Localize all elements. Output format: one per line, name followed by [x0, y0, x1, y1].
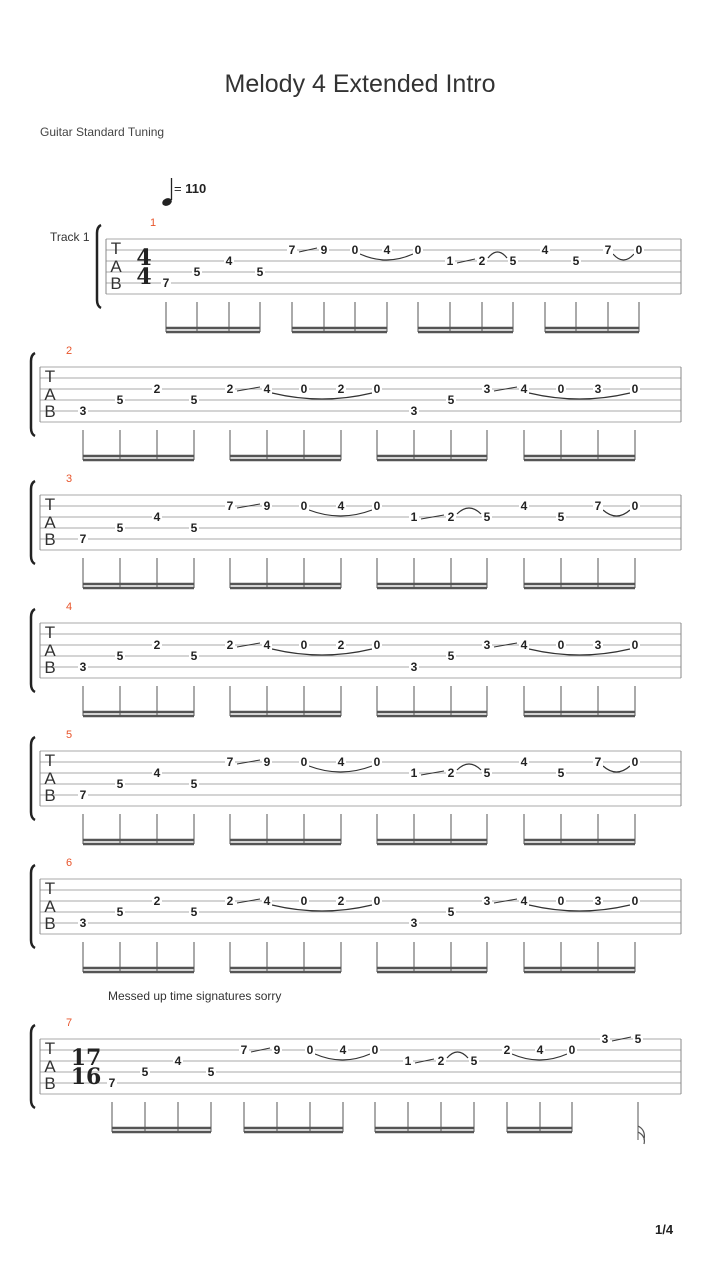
slur: [529, 905, 630, 911]
fret-number: 2: [437, 1054, 445, 1068]
measure-number: 2: [65, 345, 73, 357]
fret-number: 4: [339, 1043, 347, 1057]
tab-system-2: [31, 345, 681, 460]
fret-number: 5: [193, 265, 201, 279]
slur: [272, 393, 372, 399]
slur: [488, 252, 507, 258]
fret-number: 7: [594, 755, 602, 769]
fret-number: 3: [79, 404, 87, 418]
fret-number: 3: [410, 660, 418, 674]
tab-letter-t: T: [44, 367, 56, 386]
fret-number: 0: [373, 894, 381, 908]
tab-letter-a: A: [44, 513, 56, 532]
fret-number: 3: [410, 404, 418, 418]
fret-number: 3: [594, 382, 602, 396]
fret-number: 3: [594, 894, 602, 908]
slur: [272, 649, 372, 655]
quarter-note-icon: [161, 178, 173, 207]
fret-number: 1: [404, 1054, 412, 1068]
fret-number: 9: [263, 499, 271, 513]
fret-number: 4: [520, 894, 528, 908]
fret-number: 0: [631, 499, 639, 513]
slur: [447, 1052, 468, 1058]
fret-number: 5: [190, 649, 198, 663]
measure-number: 4: [65, 601, 73, 613]
fret-number: 3: [601, 1032, 609, 1046]
system-bracket: [31, 609, 35, 692]
time-signature-denominator: 16: [70, 1064, 102, 1090]
fret-number: 0: [300, 382, 308, 396]
fret-number: 0: [371, 1043, 379, 1057]
fret-number: 3: [410, 916, 418, 930]
fret-number: 0: [351, 243, 359, 257]
fret-number: 7: [288, 243, 296, 257]
fret-number: 5: [447, 905, 455, 919]
fret-number: 9: [273, 1043, 281, 1057]
fret-number: 5: [116, 777, 124, 791]
tab-letter-a: A: [44, 385, 56, 404]
tab-system-3: [31, 473, 681, 588]
fret-number: 0: [414, 243, 422, 257]
fret-number: 0: [631, 894, 639, 908]
fret-number: 0: [300, 638, 308, 652]
tab-letter-t: T: [44, 879, 56, 898]
system-bracket: [31, 865, 35, 948]
fret-number: 5: [256, 265, 264, 279]
fret-number: 1: [410, 766, 418, 780]
slur: [529, 393, 630, 399]
tab-letter-a: A: [110, 257, 122, 276]
fret-number: 5: [509, 254, 517, 268]
tab-system-4: [31, 601, 681, 716]
fret-number: 0: [568, 1043, 576, 1057]
fret-number: 3: [483, 894, 491, 908]
fret-number: 3: [594, 638, 602, 652]
fret-number: 5: [483, 510, 491, 524]
system-bracket: [31, 353, 35, 436]
fret-number: 0: [631, 755, 639, 769]
measure-number: 6: [65, 857, 73, 869]
fret-number: 4: [263, 382, 271, 396]
tab-letter-b: B: [110, 274, 122, 293]
fret-number: 7: [79, 532, 87, 546]
fret-number: 2: [226, 894, 234, 908]
fret-number: 0: [373, 499, 381, 513]
tab-letter-b: B: [44, 530, 56, 549]
fret-number: 7: [604, 243, 612, 257]
fret-number: 0: [557, 382, 565, 396]
fret-number: 4: [263, 894, 271, 908]
fret-number: 5: [116, 905, 124, 919]
fret-number: 0: [306, 1043, 314, 1057]
fret-number: 2: [337, 894, 345, 908]
fret-number: 7: [108, 1076, 116, 1090]
measure-number: 3: [65, 473, 73, 485]
fret-number: 5: [557, 766, 565, 780]
fret-number: 2: [153, 382, 161, 396]
fret-number: 5: [116, 393, 124, 407]
fret-number: 5: [116, 649, 124, 663]
fret-number: 0: [300, 894, 308, 908]
fret-number: 3: [483, 638, 491, 652]
fret-number: 7: [226, 755, 234, 769]
tempo-value: 110: [185, 181, 207, 196]
fret-number: 2: [478, 254, 486, 268]
fret-number: 7: [240, 1043, 248, 1057]
measure-number: 7: [65, 1017, 73, 1029]
tab-letter-b: B: [44, 1074, 56, 1093]
fret-number: 4: [225, 254, 233, 268]
tab-letter-b: B: [44, 658, 56, 677]
fret-number: 2: [447, 510, 455, 524]
tab-letter-a: A: [44, 769, 56, 788]
system-bracket: [31, 1025, 35, 1108]
fret-number: 3: [79, 660, 87, 674]
fret-number: 4: [153, 510, 161, 524]
slur: [613, 254, 634, 260]
tab-system-5: [31, 729, 681, 844]
slur: [457, 764, 481, 770]
tab-system-6: [31, 857, 681, 972]
fret-number: 4: [263, 638, 271, 652]
fret-number: 0: [557, 638, 565, 652]
fret-number: 5: [190, 905, 198, 919]
fret-number: 5: [447, 649, 455, 663]
fret-number: 9: [263, 755, 271, 769]
fret-number: 2: [337, 638, 345, 652]
fret-number: 2: [226, 638, 234, 652]
system-bracket: [97, 225, 101, 308]
system-bracket: [31, 481, 35, 564]
tab-letter-t: T: [110, 239, 122, 258]
fret-number: 2: [447, 766, 455, 780]
fret-number: 0: [373, 382, 381, 396]
note-flag: [638, 1126, 644, 1144]
fret-number: 3: [483, 382, 491, 396]
fret-number: 7: [162, 276, 170, 290]
slur: [603, 510, 630, 516]
tab-letter-b: B: [44, 914, 56, 933]
measure-number: 1: [149, 217, 157, 229]
fret-number: 4: [520, 499, 528, 513]
measure-number: 5: [65, 729, 73, 741]
slur: [603, 766, 630, 772]
fret-number: 9: [320, 243, 328, 257]
tab-system-1: [97, 217, 681, 332]
fret-number: 5: [116, 521, 124, 535]
tab-system-7: [31, 1017, 681, 1144]
fret-number: 4: [337, 499, 345, 513]
fret-number: 5: [447, 393, 455, 407]
fret-number: 7: [79, 788, 87, 802]
fret-number: 0: [300, 499, 308, 513]
fret-number: 0: [373, 638, 381, 652]
fret-number: 4: [337, 755, 345, 769]
fret-number: 0: [635, 243, 643, 257]
tuning-label: Guitar Standard Tuning: [40, 125, 165, 139]
score-comment: Messed up time signatures sorry: [108, 989, 282, 1003]
fret-number: 4: [153, 766, 161, 780]
fret-number: 4: [541, 243, 549, 257]
fret-number: 0: [557, 894, 565, 908]
fret-number: 0: [631, 638, 639, 652]
slur: [529, 649, 630, 655]
fret-number: 5: [141, 1065, 149, 1079]
fret-number: 2: [503, 1043, 511, 1057]
slur: [272, 905, 372, 911]
fret-number: 5: [470, 1054, 478, 1068]
fret-number: 5: [190, 393, 198, 407]
fret-number: 2: [153, 894, 161, 908]
fret-number: 7: [226, 499, 234, 513]
tab-letter-b: B: [44, 786, 56, 805]
tab-letter-a: A: [44, 897, 56, 916]
song-title: Melody 4 Extended Intro: [224, 70, 496, 98]
fret-number: 4: [536, 1043, 544, 1057]
fret-number: 1: [410, 510, 418, 524]
tab-letter-t: T: [44, 751, 56, 770]
tab-letter-a: A: [44, 1057, 56, 1076]
fret-number: 0: [631, 382, 639, 396]
fret-number: 5: [572, 254, 580, 268]
fret-number: 7: [594, 499, 602, 513]
fret-number: 1: [446, 254, 454, 268]
fret-number: 2: [337, 382, 345, 396]
tab-letter-t: T: [44, 1039, 56, 1058]
fret-number: 4: [520, 382, 528, 396]
fret-number: 4: [383, 243, 391, 257]
fret-number: 2: [226, 382, 234, 396]
fret-number: 0: [300, 755, 308, 769]
page-number: 1/4: [655, 1222, 674, 1237]
fret-number: 5: [207, 1065, 215, 1079]
fret-number: 0: [373, 755, 381, 769]
fret-number: 4: [174, 1054, 182, 1068]
fret-number: 4: [520, 638, 528, 652]
tab-letter-t: T: [44, 495, 56, 514]
fret-number: 2: [153, 638, 161, 652]
track-label: Track 1: [50, 230, 90, 244]
time-signature-numerator: 4: [136, 245, 152, 271]
fret-number: 5: [190, 777, 198, 791]
fret-number: 5: [190, 521, 198, 535]
time-signature-numerator: 17: [70, 1045, 102, 1071]
fret-number: 5: [483, 766, 491, 780]
tab-letter-b: B: [44, 402, 56, 421]
slur: [457, 508, 481, 514]
tab-letter-a: A: [44, 641, 56, 660]
tab-letter-t: T: [44, 623, 56, 642]
tempo-equals: =: [174, 181, 182, 196]
fret-number: 5: [634, 1032, 642, 1046]
fret-number: 4: [520, 755, 528, 769]
fret-number: 3: [79, 916, 87, 930]
system-bracket: [31, 737, 35, 820]
time-signature-denominator: 4: [136, 264, 152, 290]
fret-number: 5: [557, 510, 565, 524]
